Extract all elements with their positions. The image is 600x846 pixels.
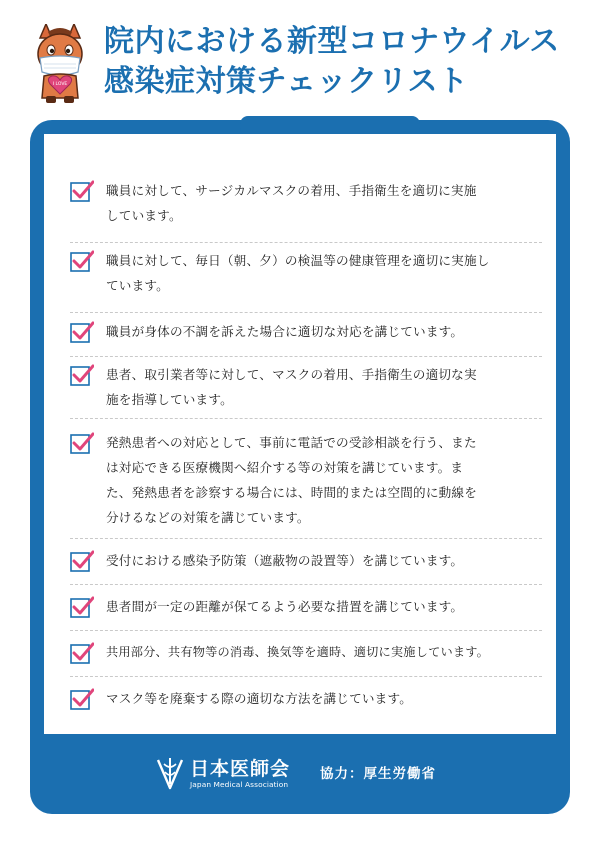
dashed-divider xyxy=(70,242,542,243)
dashed-divider xyxy=(70,356,542,357)
dashed-divider xyxy=(70,584,542,585)
page-title-line2: 感染症対策チェックリスト xyxy=(104,64,469,99)
checklist-item-8 xyxy=(70,640,544,665)
checklist-item-line: 職員に対して、サージカルマスクの着用、手指衛生を適切に実施 xyxy=(106,183,477,198)
checklist-item-text xyxy=(106,248,490,298)
checklist-card xyxy=(44,134,556,734)
dashed-divider xyxy=(70,676,542,677)
checklist-item-7 xyxy=(70,594,544,619)
checklist-item-text xyxy=(106,686,412,711)
checklist-frame xyxy=(30,120,570,814)
page-title xyxy=(104,22,584,102)
org-name-english: Japan Medical Association xyxy=(190,780,289,789)
checklist-item-line: しています。 xyxy=(106,208,182,223)
checklist-item-line: マスク等を廃棄する際の適切な方法を講じています。 xyxy=(106,691,413,706)
checklist-item-6 xyxy=(70,548,544,573)
checklist-item-line: 職員が身体の不調を訴えた場合に適切な対応を講じています。 xyxy=(106,324,464,339)
checkbox-checked-icon xyxy=(70,431,94,455)
checklist-item-3 xyxy=(70,319,544,344)
checklist-item-line: 分けるなどの対策を講じています。 xyxy=(106,510,310,525)
dashed-divider xyxy=(70,630,542,631)
checklist-item-4 xyxy=(70,362,544,412)
jma-logo-icon xyxy=(154,754,186,794)
checkbox-checked-icon xyxy=(70,595,94,619)
checklist-item-text xyxy=(106,548,463,573)
checkbox-checked-icon xyxy=(70,249,94,273)
checklist-item-2 xyxy=(70,248,544,298)
checkbox-checked-icon xyxy=(70,687,94,711)
checkbox-checked-icon xyxy=(70,549,94,573)
checklist-item-line: 受付における感染予防策（遮蔽物の設置等）を講じています。 xyxy=(106,553,464,568)
checklist-item-line: 患者、取引業者等に対して、マスクの着用、手指衛生の適切な実 xyxy=(106,367,477,382)
cooperation-credit: 協力：厚生労働省 xyxy=(320,766,436,782)
checklist-item-line: 職員に対して、毎日（朝、夕）の検温等の健康管理を適切に実施し xyxy=(106,253,490,268)
checklist-item-line: 施を指導しています。 xyxy=(106,392,233,407)
horse-mascot-icon xyxy=(28,24,92,104)
checklist-item-text xyxy=(106,362,477,412)
checklist-item-text xyxy=(106,430,477,530)
checkbox-checked-icon xyxy=(70,363,94,387)
mascot-illustration xyxy=(28,24,92,104)
heart-text: I LOVE xyxy=(52,82,68,87)
dashed-divider xyxy=(70,418,542,419)
checklist-item-text xyxy=(106,178,477,228)
page-title-line1: 院内における新型コロナウイルス xyxy=(104,24,560,59)
checklist-item-line: 共用部分、共有物等の消毒、換気等を適時、適切に実施しています。 xyxy=(106,645,490,659)
checklist-item-line: は対応できる医療機関へ紹介する等の対策を講じています。ま xyxy=(106,460,464,475)
checklist-item-line: 患者間が一定の距離が保てるよう必要な措置を講じています。 xyxy=(106,599,464,614)
checklist-item-text xyxy=(106,594,463,619)
dashed-divider xyxy=(70,538,542,539)
checkbox-checked-icon xyxy=(70,320,94,344)
org-name: 日本医師会 xyxy=(190,758,291,780)
checkbox-checked-icon xyxy=(70,641,94,665)
checklist-item-line: た、発熱患者を診察する場合には、時間的または空間的に動線を xyxy=(106,485,478,500)
frame-top-tab xyxy=(240,116,420,136)
checklist-item-1 xyxy=(70,178,544,228)
checklist-item-text xyxy=(106,319,463,344)
checklist-item-line: 発熱患者への対応として、事前に電話での受診相談を行う、また xyxy=(106,435,477,450)
checklist-item-5 xyxy=(70,430,544,530)
dashed-divider xyxy=(70,312,542,313)
footer xyxy=(30,750,570,800)
checklist-item-9 xyxy=(70,686,544,711)
checkbox-checked-icon xyxy=(70,179,94,203)
checklist-item-text xyxy=(106,640,489,665)
checklist-item-line: ています。 xyxy=(106,278,169,293)
